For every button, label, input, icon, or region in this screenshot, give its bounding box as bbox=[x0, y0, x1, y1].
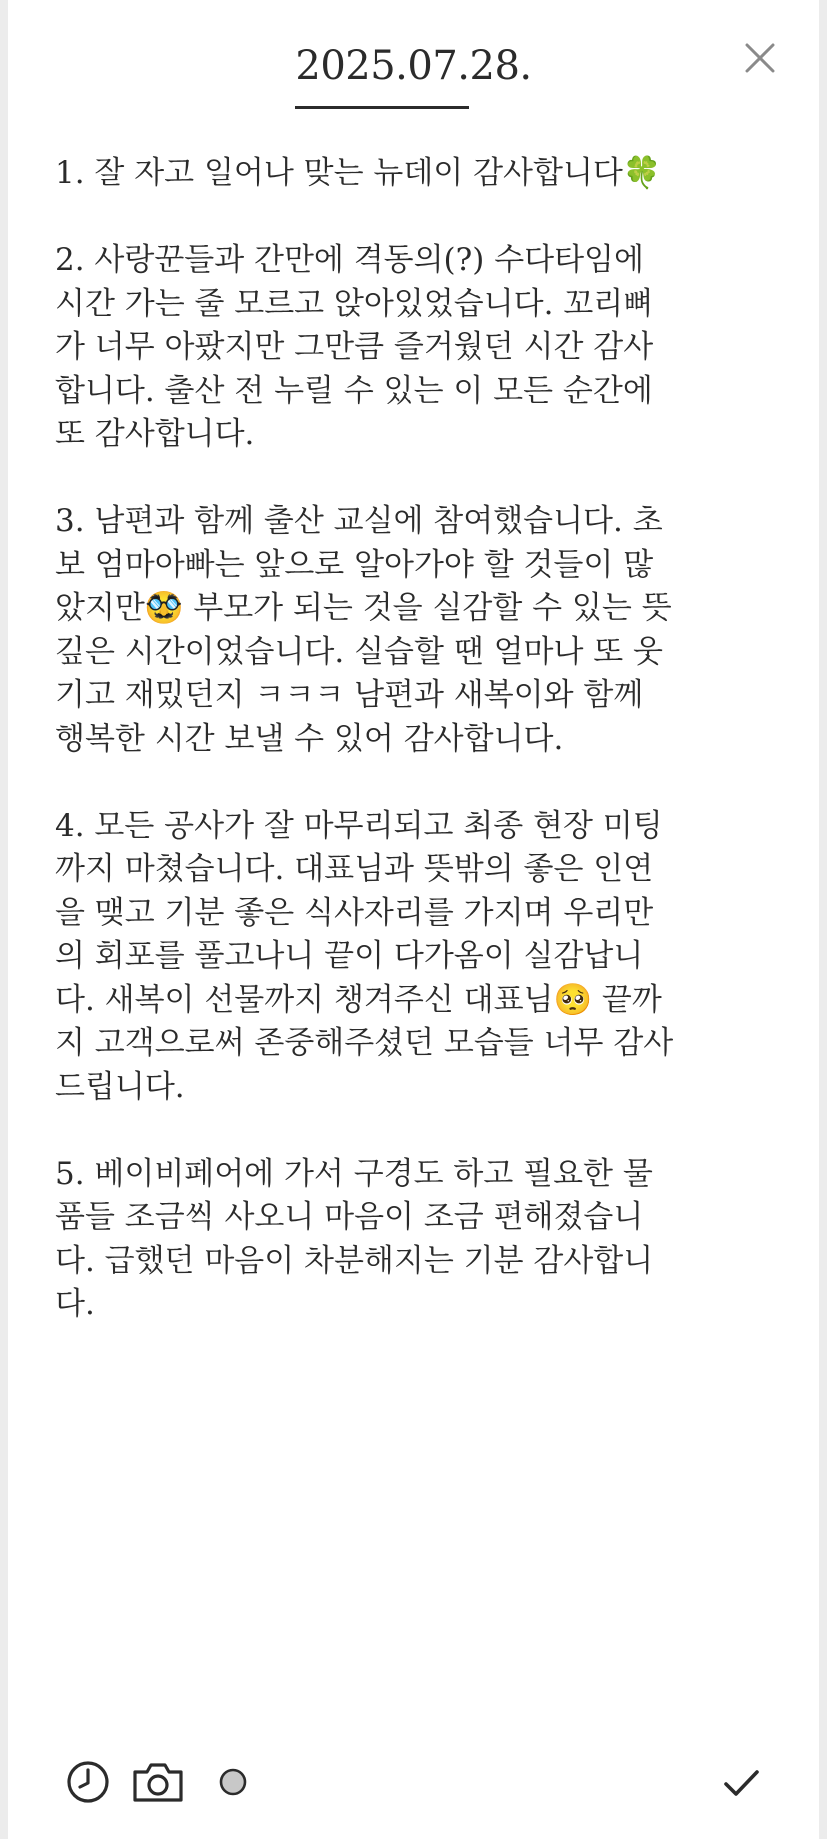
entry-line: 드립니다. bbox=[55, 1068, 185, 1105]
entry-paragraph bbox=[55, 805, 780, 1110]
entry-line: 2. 사랑꾼들과 간만에 격동의(?) 수다타임에 bbox=[55, 242, 644, 278]
save-button[interactable] bbox=[718, 1760, 764, 1806]
entry-line: 3. 남편과 함께 출산 교실에 참여했습니다. 초 bbox=[55, 503, 663, 539]
entry-paragraph bbox=[55, 239, 780, 457]
entry-line: 지 고객으로써 존중해주셨던 모습들 너무 감사 bbox=[55, 1025, 674, 1061]
entry-line: 의 회포를 풀고나니 끝이 다가옴이 실감납니 bbox=[55, 938, 644, 974]
entry-line: 보 엄마아빠는 앞으로 알아가야 할 것들이 많 bbox=[55, 546, 654, 583]
entry-paragraph bbox=[55, 500, 780, 761]
entry-line: 다. 새복이 선물까지 챙겨주신 대표님🥺 끝까 bbox=[55, 981, 662, 1018]
entry-line: 까지 마쳤습니다. 대표님과 뜻밖의 좋은 인연 bbox=[55, 851, 654, 887]
bottom-toolbar bbox=[8, 1740, 819, 1820]
entry-line: 또 감사합니다. bbox=[55, 416, 255, 452]
entry-line: 1. 잘 자고 일어나 맞는 뉴데이 감사합니다🍀 bbox=[55, 155, 662, 191]
entry-line: 았지만🥸 부모가 되는 것을 실감할 수 있는 뜻 bbox=[55, 590, 672, 626]
entry-line: 행복한 시간 보낼 수 있어 감사합니다. bbox=[55, 720, 564, 757]
camera-button[interactable] bbox=[130, 1758, 186, 1806]
journal-sheet bbox=[8, 0, 819, 1839]
entry-line: 다. 급했던 마음이 차분해지는 기분 감사합니 bbox=[55, 1242, 654, 1279]
clock-icon bbox=[64, 1758, 112, 1806]
entry-line: 5. 베이비페어에 가서 구경도 하고 필요한 물 bbox=[55, 1155, 653, 1192]
entry-line: 시간 가는 줄 모르고 앉아있었습니다. 꼬리뼈 bbox=[55, 285, 654, 322]
entry-line: 기고 재밌던지 ㅋㅋㅋ 남편과 새복이와 함께 bbox=[55, 677, 644, 713]
date-underline bbox=[295, 106, 469, 109]
time-button[interactable] bbox=[64, 1758, 112, 1806]
entry-line: 다. bbox=[55, 1286, 95, 1322]
entry-paragraph bbox=[55, 152, 780, 196]
entry-paragraph bbox=[55, 1153, 780, 1327]
entry-line: 품들 조금씩 사오니 마음이 조금 편해졌습니 bbox=[55, 1199, 644, 1235]
header bbox=[8, 0, 819, 118]
entry-line: 깊은 시간이었습니다. 실습할 땐 얼마나 또 웃 bbox=[55, 633, 664, 670]
checkmark-icon bbox=[718, 1760, 764, 1806]
entry-line: 4. 모든 공사가 잘 마무리되고 최종 현장 미팅 bbox=[55, 807, 663, 844]
close-icon bbox=[738, 36, 782, 80]
journal-body[interactable] bbox=[55, 152, 780, 1370]
entry-line: 합니다. 출산 전 누릴 수 있는 이 모든 순간에 bbox=[55, 372, 653, 409]
color-dot-button[interactable] bbox=[213, 1762, 253, 1802]
entry-line: 가 너무 아팠지만 그만큼 즐거웠던 시간 감사 bbox=[55, 329, 654, 365]
entry-date[interactable]: 2025.07.28. bbox=[295, 43, 532, 89]
camera-icon bbox=[130, 1758, 186, 1806]
entry-line: 을 맺고 기분 좋은 식사자리를 가지며 우리만 bbox=[55, 894, 654, 931]
color-dot-icon bbox=[213, 1762, 253, 1802]
close-button[interactable] bbox=[738, 36, 782, 80]
